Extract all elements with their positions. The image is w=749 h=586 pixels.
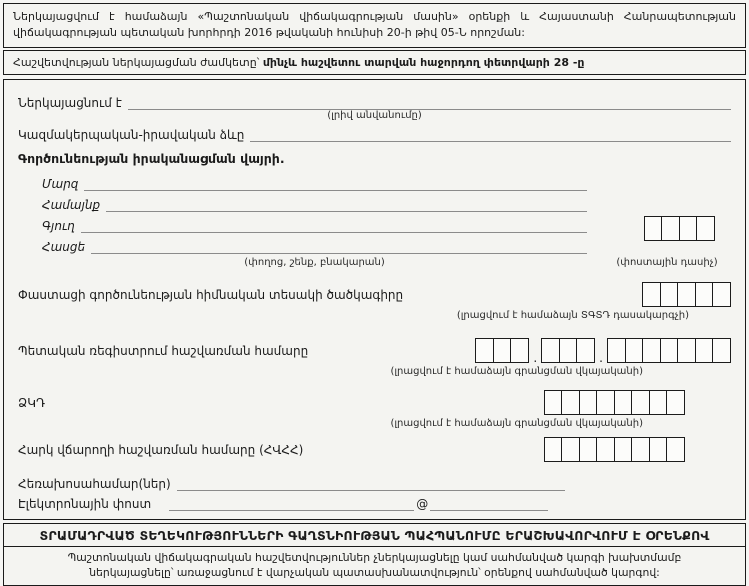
digit-cell[interactable]: [661, 216, 680, 241]
digit-cell[interactable]: [541, 338, 560, 363]
digit-cell[interactable]: [614, 437, 633, 462]
digit-cell[interactable]: [660, 282, 679, 307]
legal-form-label: Կազմակերպական-իրավական ձևը: [18, 128, 245, 142]
address-label: Հասցե: [42, 240, 86, 254]
submitter-input-line[interactable]: [128, 96, 731, 110]
region-label: Մարզ: [42, 177, 79, 191]
digit-cell[interactable]: [596, 390, 615, 415]
digit-cell[interactable]: [544, 437, 563, 462]
digit-cell-group: [541, 338, 595, 363]
state-register-label: Պետական ռեգիստրում հաշվառման համարը: [18, 343, 309, 358]
zkd-row: [18, 390, 731, 415]
community-input-line[interactable]: [106, 198, 587, 212]
digit-cell[interactable]: [712, 282, 731, 307]
phone-input-line[interactable]: [177, 477, 565, 491]
digit-cell[interactable]: [510, 338, 529, 363]
digit-cell[interactable]: [677, 338, 696, 363]
digit-cell[interactable]: [475, 338, 494, 363]
digit-cell[interactable]: [712, 338, 731, 363]
legal-form-input-line[interactable]: [250, 128, 731, 142]
digit-cell[interactable]: [614, 390, 633, 415]
activity-code-row: [18, 282, 731, 307]
digit-cell[interactable]: [649, 390, 668, 415]
deadline-prefix: Հաշվետվության ներկայացման ժամկետը՝: [13, 56, 263, 69]
digit-cell[interactable]: [642, 282, 661, 307]
confidentiality-guarantee: ՏՐԱՄԱԴՐՎԱԾ ՏԵՂԵԿՈՒԹՅՈՒՆՆԵՐԻ ԳԱՂՏՆԻՈՒԹՅԱՆ ՊԱՀՊԱՆՈՒՄԸ ԵՐԱՇԽԱՎՈՐՎՈՒՄ Է ՕՐԵՆՔՈՎ: [4, 524, 745, 547]
digit-cell-group: [644, 216, 716, 241]
digit-cell[interactable]: [561, 437, 580, 462]
address-input-line[interactable]: [91, 240, 587, 254]
village-row: [42, 212, 587, 233]
postal-code-cells: [644, 216, 716, 241]
state-register-cells: [475, 338, 731, 363]
main-form: [3, 79, 746, 520]
digit-cell[interactable]: [642, 338, 661, 363]
digit-cell-group: [642, 282, 731, 307]
email-row: [18, 497, 731, 511]
digit-cell[interactable]: [677, 282, 696, 307]
digit-cell-group: [475, 338, 529, 363]
tin-cells: [544, 437, 686, 462]
activity-code-hint: (լրացվում է համաձայն ՏԳՏԴ դասակարգչի): [456, 310, 689, 321]
state-register-hint: (լրացվում է համաձայն գրանցման վկայականի): [390, 366, 643, 377]
at-sign: @: [416, 497, 429, 511]
digit-cell[interactable]: [631, 390, 650, 415]
village-label: Գյուղ: [42, 219, 75, 233]
state-register-row: [18, 338, 731, 363]
digit-cell[interactable]: [544, 390, 563, 415]
legal-basis-box: [3, 3, 746, 48]
group-separator-dot: .: [533, 351, 538, 365]
email-label: Էլեկտրոնային փոստ: [18, 497, 152, 511]
submitter-label: Ներկայացնում է: [18, 96, 122, 110]
zkd-label: ՁԿԴ: [18, 395, 46, 410]
digit-cell[interactable]: [660, 338, 679, 363]
digit-cell[interactable]: [666, 390, 685, 415]
digit-cell[interactable]: [576, 338, 595, 363]
digit-cell[interactable]: [644, 216, 663, 241]
location-fields: [42, 170, 747, 268]
deadline-date: մինչև հաշվետու տարվան հաջորդող փետրվարի 28 -ը: [262, 56, 585, 69]
zkd-cells: [544, 390, 686, 415]
deadline-box: [3, 50, 746, 75]
zkd-hint: (լրացվում է համաձայն գրանցման վկայականի): [390, 418, 643, 429]
digit-cell[interactable]: [666, 437, 685, 462]
phone-row: [18, 477, 731, 491]
postal-code-hint: (փոստային դասիչ): [616, 257, 718, 268]
phone-label: Հեռախոսահամար(ներ): [18, 477, 171, 491]
address-row: [42, 233, 587, 254]
digit-cell-group: [607, 338, 731, 363]
digit-cell[interactable]: [559, 338, 578, 363]
village-input-line[interactable]: [81, 219, 587, 233]
activity-code-cells: [642, 282, 731, 307]
community-label: Համայնք: [42, 198, 101, 212]
region-row: [42, 170, 587, 191]
liability-warning: Պաշտոնական վիճակագրական հաշվետվություններ չներկայացնելը կամ սահմանված կարգի խախտմամբ ներկայացնելը՝ առաջացնում է վարչական պատասխանատվություն՝ օրենքով սահմանված կարգով:: [67, 551, 682, 579]
digit-cell[interactable]: [625, 338, 644, 363]
digit-cell[interactable]: [631, 437, 650, 462]
location-section-title: Գործունեության իրականացման վայրի.: [18, 151, 285, 166]
digit-cell[interactable]: [649, 437, 668, 462]
footer-box: [3, 523, 746, 586]
digit-cell[interactable]: [607, 338, 626, 363]
submitter-hint: (լրիվ անվանումը): [327, 110, 422, 121]
location-hints: [42, 257, 747, 268]
digit-cell[interactable]: [695, 282, 714, 307]
digit-cell[interactable]: [493, 338, 512, 363]
digit-cell[interactable]: [596, 437, 615, 462]
legal-form-row: [18, 128, 731, 142]
tin-label: Հարկ վճարողի հաշվառման համարը (ՀՎՀՀ): [18, 442, 304, 457]
email-local-input-line[interactable]: [169, 497, 414, 511]
group-separator-dot: .: [599, 351, 603, 365]
email-domain-input-line[interactable]: [430, 497, 548, 511]
digit-cell[interactable]: [696, 216, 715, 241]
digit-cell[interactable]: [695, 338, 714, 363]
digit-cell-group: [544, 437, 686, 462]
digit-cell[interactable]: [561, 390, 580, 415]
community-row: [42, 191, 587, 212]
legal-basis-text: Ներկայացվում է համաձայն «Պաշտոնական վիճակագրության մասին» օրենքի և Հայաստանի Հանրապետության վիճակագրության պետական խորհրդի 2016 թվականի հունիսի 20-ի թիվ 05-Ն որոշման:: [13, 10, 736, 39]
tin-row: [18, 437, 731, 462]
digit-cell[interactable]: [679, 216, 698, 241]
digit-cell-group: [544, 390, 686, 415]
address-hint: (փողոց, շենք, բնակարան): [244, 257, 385, 268]
submitter-row: [18, 96, 731, 110]
activity-code-label: Փաստացի գործունեության հիմնական տեսակի ծածկագիրը: [18, 287, 404, 302]
digit-cell[interactable]: [579, 437, 598, 462]
region-input-line[interactable]: [84, 177, 587, 191]
digit-cell[interactable]: [579, 390, 598, 415]
